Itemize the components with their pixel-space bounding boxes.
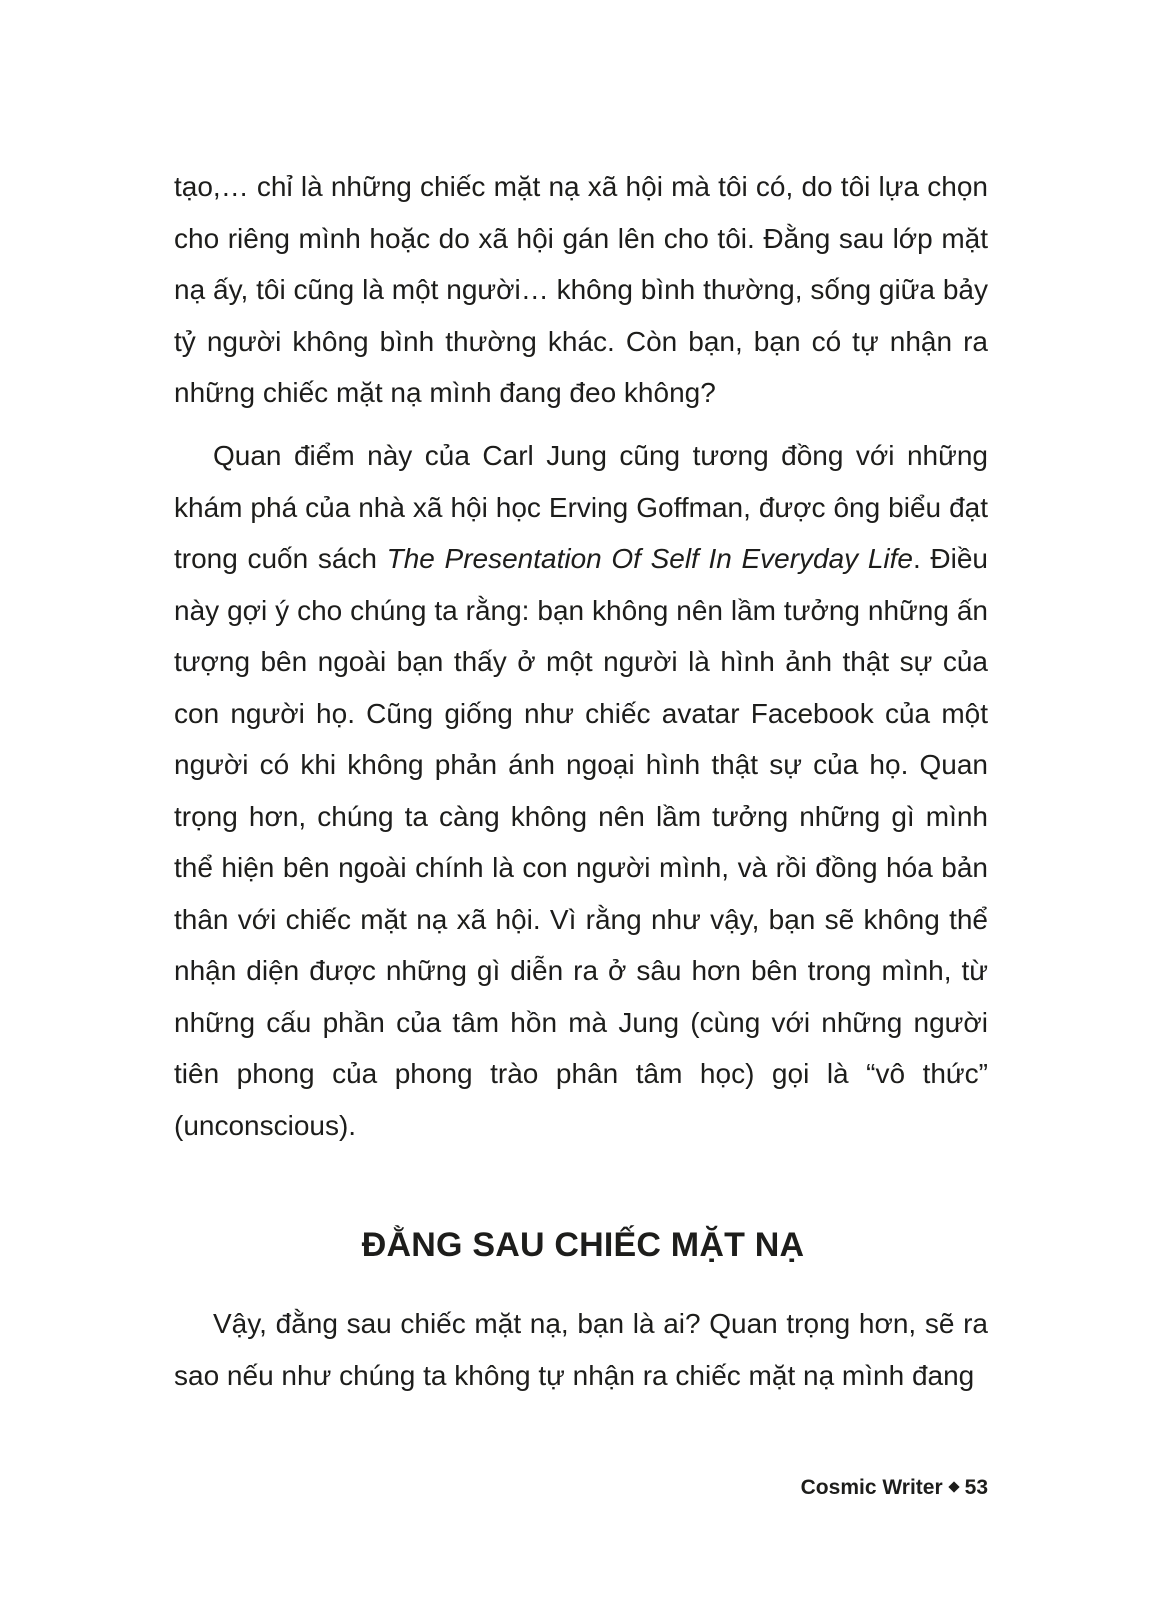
section-heading: ĐẰNG SAU CHIẾC MẶT NẠ: [361, 1226, 805, 1264]
paragraph-continued: tạo,… chỉ là những chiếc mặt nạ xã hội mà tôi có, do tôi lựa chọn cho riêng mình hoặc do xã hội gán lên cho tôi. Đằng sau lớp mặt nạ ấy, tôi cũng là một người… không bình thường, sống giữa bảy tỷ người không bình thường khác. Còn bạn, bạn có tự nhận ra những chiếc mặt nạ mình đang đeo không?: [174, 171, 988, 408]
footer-book-title: Cosmic Writer: [800, 1476, 943, 1499]
diamond-separator-icon: [948, 1481, 959, 1492]
paragraph-jung-goffman: [174, 430, 988, 1151]
paragraph-text-after-title: . Điều này gợi ý cho chúng ta rằng: bạn không nên lầm tưởng những ấn tượng bên ngoài bạn thấy ở một người là hình ảnh thật sự của con người họ. Cũng giống như chiếc avatar Facebook của một người có khi không phản ánh ngoại hình thật sự của họ. Quan trọng hơn, chúng ta càng không nên lầm tưởng những gì mình thể hiện bên ngoài chính là con người mình, và rồi đồng hóa bản thân với chiếc mặt nạ xã hội. Vì rằng như vậy, bạn sẽ không thể nhận diện được những gì diễn ra ở sâu hơn bên trong mình, từ những cấu phần của tâm hồn mà Jung (cùng với những người tiên phong của phong trào phân tâm học) gọi là “vô thức” (unconscious).: [174, 543, 988, 1141]
paragraph-text-before-title: Quan điểm này của Carl Jung cũng tương đồng với những khám phá của nhà xã hội học Erving Goffman, được ông biểu đạt trong cuốn sách: [174, 440, 988, 574]
page-footer: [801, 1476, 988, 1500]
book-title-italic: The Presentation Of Self In Everyday Life: [386, 543, 913, 574]
paragraph-behind-mask: Vậy, đằng sau chiếc mặt nạ, bạn là ai? Quan trọng hơn, sẽ ra sao nếu như chúng ta không tự nhận ra chiếc mặt nạ mình đang: [174, 1308, 988, 1391]
page-number: 53: [964, 1476, 988, 1499]
